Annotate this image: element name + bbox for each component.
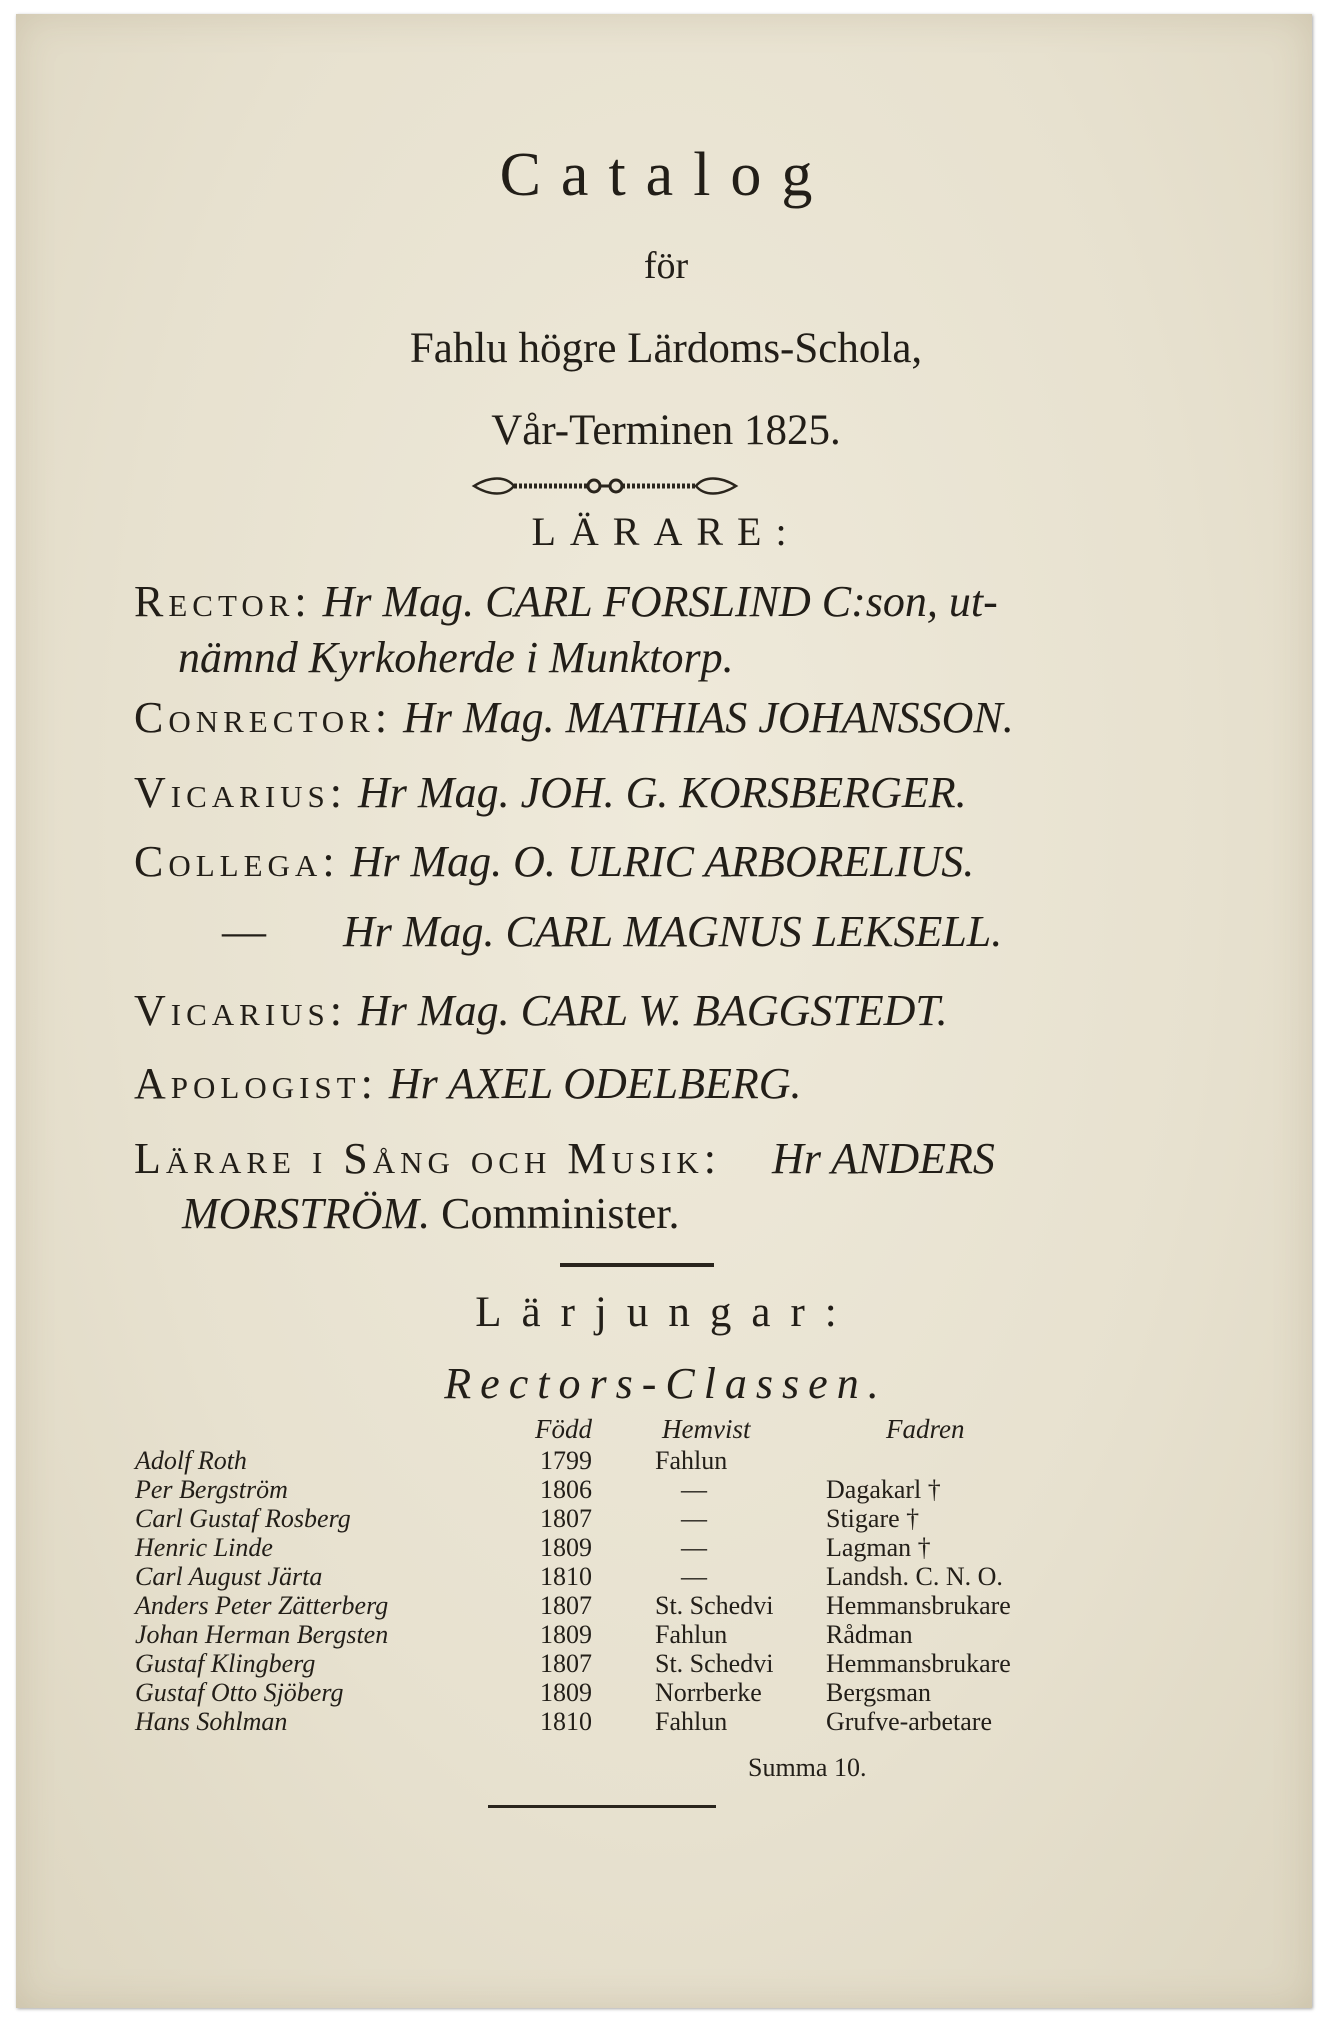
table-row xyxy=(0,1562,1332,1591)
pupil-father: Grufve-arbetare xyxy=(826,1707,992,1736)
pupil-father: Hemmansbrukare xyxy=(826,1591,1011,1620)
teacher-music xyxy=(134,1133,1074,1184)
bottom-rule xyxy=(488,1805,716,1808)
pupil-home: — xyxy=(681,1533,707,1562)
pupil-father: Dagakarl † xyxy=(826,1475,941,1504)
pupil-father: Landsh. C. N. O. xyxy=(826,1562,1003,1591)
pupil-home: — xyxy=(681,1504,707,1533)
pupil-father: Rådman xyxy=(826,1620,913,1649)
pupil-name: Johan Herman Bergsten xyxy=(135,1620,389,1649)
table-row xyxy=(0,1707,1332,1736)
teacher-name: Hr ANDERS xyxy=(772,1134,995,1183)
pupil-home: — xyxy=(681,1562,707,1591)
pupil-name: Henric Linde xyxy=(135,1533,273,1562)
divider-rule xyxy=(560,1263,714,1267)
catalog-title: Catalog xyxy=(499,141,833,209)
pupil-born: 1799 xyxy=(540,1446,592,1475)
teacher-name: Hr Mag. JOH. G. KORSBERGER. xyxy=(358,768,967,817)
pupil-home: Fahlun xyxy=(655,1446,728,1475)
dash-mark: — xyxy=(222,907,266,956)
teacher-title: Comminister. xyxy=(441,1189,680,1238)
teacher-rector-continued: nämnd Kyrkoherde i Munktorp. xyxy=(178,633,734,682)
teacher-vicarius-2 xyxy=(134,985,1074,1036)
pupil-father: Hemmansbrukare xyxy=(826,1649,1011,1678)
table-row xyxy=(0,1504,1332,1533)
pupil-born: 1809 xyxy=(540,1620,592,1649)
teacher-name: Hr Mag. CARL MAGNUS LEKSELL. xyxy=(343,907,1003,956)
role-label: Vicarius: xyxy=(134,986,348,1035)
pupil-name: Carl Gustaf Rosberg xyxy=(135,1504,351,1533)
pupil-name: Adolf Roth xyxy=(135,1446,247,1475)
pupils-heading: Lärjungar: xyxy=(475,1289,857,1336)
teacher-conrector xyxy=(134,692,1074,743)
role-label: Apologist: xyxy=(134,1059,378,1108)
pupil-name: Anders Peter Zätterberg xyxy=(135,1591,389,1620)
role-label: Collega: xyxy=(134,837,340,886)
teacher-name-cont: MORSTRÖM. xyxy=(182,1189,431,1238)
teacher-rector xyxy=(134,576,1074,627)
teacher-vicarius-1 xyxy=(134,767,1074,818)
pupil-home: — xyxy=(681,1475,707,1504)
pupil-born: 1809 xyxy=(540,1533,592,1562)
table-row xyxy=(0,1620,1332,1649)
column-header-home: Hemvist xyxy=(662,1414,751,1444)
pupil-name: Gustaf Otto Sjöberg xyxy=(135,1678,344,1707)
summa-total: Summa 10. xyxy=(748,1753,867,1782)
class-heading: Rectors-Classen. xyxy=(444,1359,888,1408)
pupil-home: St. Schedvi xyxy=(655,1649,774,1678)
teacher-name: Hr Mag. CARL FORSLIND C:son, ut- xyxy=(322,577,998,626)
column-header-born: Född xyxy=(535,1414,592,1444)
ornament-divider xyxy=(470,474,740,498)
pupil-born: 1807 xyxy=(540,1591,592,1620)
school-name: Fahlu högre Lärdoms-Schola, xyxy=(409,325,923,372)
pupil-father: Bergsman xyxy=(826,1678,931,1707)
pupil-born: 1810 xyxy=(540,1562,592,1591)
pupil-name: Gustaf Klingberg xyxy=(135,1649,316,1678)
table-row xyxy=(0,1649,1332,1678)
pupil-home: St. Schedvi xyxy=(655,1591,774,1620)
pupil-born: 1807 xyxy=(540,1649,592,1678)
role-label: Lärare i Sång och Musik: xyxy=(134,1134,722,1183)
role-label: Rector: xyxy=(134,577,312,626)
teacher-name: Hr Mag. O. ULRIC ARBORELIUS. xyxy=(350,837,975,886)
pupil-home: Fahlun xyxy=(655,1620,728,1649)
role-label: Vicarius: xyxy=(134,768,348,817)
pupil-born: 1810 xyxy=(540,1707,592,1736)
pupil-name: Hans Sohlman xyxy=(135,1707,288,1736)
table-row xyxy=(0,1475,1332,1504)
role-label: Conrector: xyxy=(134,693,393,742)
teacher-collega xyxy=(134,836,1074,887)
pupil-home: Norrberke xyxy=(655,1678,762,1707)
table-row xyxy=(0,1446,1332,1475)
teachers-heading: LÄRARE: xyxy=(531,509,801,554)
pupil-born: 1806 xyxy=(540,1475,592,1504)
table-row xyxy=(0,1533,1332,1562)
pupil-father: Lagman † xyxy=(826,1533,931,1562)
pupil-born: 1807 xyxy=(540,1504,592,1533)
column-header-father: Fadren xyxy=(886,1414,965,1444)
pupil-name: Carl August Järta xyxy=(135,1562,323,1591)
teacher-name: Hr Mag. CARL W. BAGGSTEDT. xyxy=(358,986,948,1035)
table-row xyxy=(0,1678,1332,1707)
teacher-collega-2 xyxy=(222,906,1162,957)
teacher-music-continued xyxy=(182,1188,1122,1239)
pupil-born: 1809 xyxy=(540,1678,592,1707)
pupil-name: Per Bergström xyxy=(135,1475,288,1504)
pupil-home: Fahlun xyxy=(655,1707,728,1736)
term-line: Vår-Terminen 1825. xyxy=(491,407,841,454)
subtitle-for: för xyxy=(643,245,689,287)
teacher-name: Hr AXEL ODELBERG. xyxy=(388,1059,802,1108)
teacher-name: Hr Mag. MATHIAS JOHANSSON. xyxy=(403,693,1014,742)
table-row xyxy=(0,1591,1332,1620)
pupil-father: Stigare † xyxy=(826,1504,920,1533)
teacher-apologist xyxy=(134,1058,1074,1109)
